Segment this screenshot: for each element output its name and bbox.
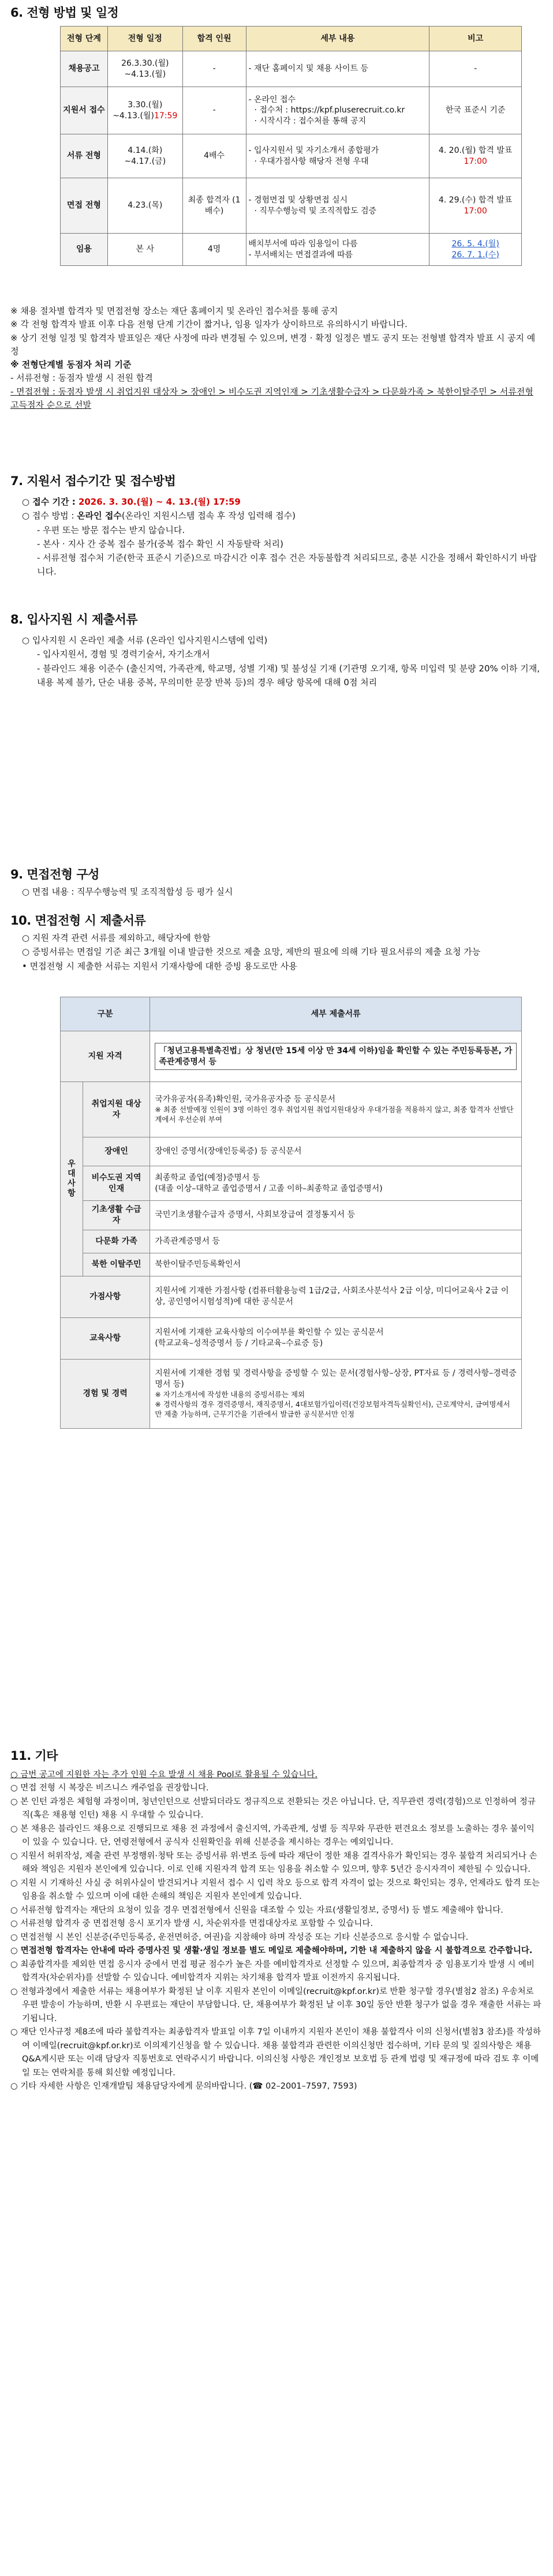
table-row <box>61 1166 522 1201</box>
note-line: ※ 각 전형 합격자 발표 이후 다음 전형 단계 기간이 짧거나, 임용 일자가 상이하므로 유의하시기 바랍니다. <box>10 319 408 330</box>
stage-cell: 서류 전형 <box>61 134 108 178</box>
detail-line: - 부서배치는 면접결과에 따름 <box>248 250 353 260</box>
document-cell: 북한이탈주민등록확인서 <box>150 1253 522 1276</box>
list-item: ○ 기타 자세한 사항은 인재개발팀 채용담당자에게 문의바랍니다. (☎ 02–2001–7597, 7593) <box>10 2082 357 2091</box>
doc-subnote: (대졸 이상–대학교 졸업증명서 / 고졸 이하–최종학교 졸업증명서) <box>155 1184 383 1193</box>
list-item: ○ 지원 시 기재하신 사실 중 허위사실이 발견되거나 지원서 접수 시 입력 착오 등으로 합격 자격이 없는 것으로 확인되는 경우, 언제라도 합격 또는 임용을 취소할 수 있으며 이에 대한 손해의 책임은 지원자 본인에게 있습니다. <box>10 1878 540 1902</box>
date-cell <box>107 134 182 178</box>
list-item: ○ 면접전형 합격자는 안내에 따라 증명사진 및 생활·생일 정보를 별도 메일로 제출해야하며, 기한 내 제출하지 않을 시 불합격으로 간주합니다. <box>10 1946 533 1956</box>
period-label: ○ 접수 기간 : <box>22 497 79 507</box>
section-7-title: 7. 지원서 접수기간 및 접수방법 <box>10 474 176 488</box>
list-item: ○ 전형과정에서 제출한 서류는 채용여부가 확정된 날 이후 지원자 본인이 이메일(recruit@kpf.or.kr)로 반환 청구할 경우(별첨2 참조) 우송처로 우편 발송이 가능하며, 반환 시 우편료는 재단이 부담합니다. 단, 채용여부가 확정된 날 이후 30일 동안 반환 청구가 없을 경우 재출한 서류는 파기됩니다. <box>10 1987 541 2023</box>
document-cell: 국민기초생활수급자 증명서, 사회보장급여 결정통지서 등 <box>150 1201 522 1230</box>
section-9-body <box>10 885 541 899</box>
table-row <box>61 1276 522 1317</box>
date-start: 3.30.(월) <box>128 100 163 110</box>
category-cell: 교육사항 <box>61 1317 150 1359</box>
tie-rule-interview: - 면접전형 : 동점자 발생 시 취업지원 대상자 > 장애인 > 비수도권 지역인재 > 기초생활수급자 > 다문화가족 > 북한이탈주민 > 서류전형 고득점자 순으로 선발 <box>10 386 533 410</box>
table-row <box>61 1359 522 1428</box>
document-cell: 장애인 증명서(장애인등록증) 등 공식문서 <box>150 1137 522 1166</box>
list-item: ○ 면접전형 시 본인 신분증(주민등록증, 운전면허증, 여권)을 지참해야 하며 작성증 또는 기타 신분증으로 응시할 수 없습니다. <box>10 1932 469 1942</box>
stage-cell: 채용공고 <box>61 51 108 87</box>
table-row <box>61 1137 522 1166</box>
list-item: ○ 서류전형 합격자 중 면접전형 응시 포기자 발생 시, 차순위자를 면접대상자로 포함할 수 있습니다. <box>10 1919 373 1929</box>
table-row <box>61 178 522 234</box>
note-cell: 한국 표준시 기준 <box>429 87 522 134</box>
note-line: ※ 채용 절차별 합격자 및 면접전형 장소는 재단 홈페이지 및 온라인 접수처를 통해 공지 <box>10 306 338 316</box>
doc-text: 최종학교 졸업(예정)증명서 등 <box>155 1173 260 1182</box>
section-8-title: 8. 입사지원 시 제출서류 <box>10 613 138 626</box>
list-item: - 입사지원서, 경험 및 경력기술서, 자기소개서 <box>37 649 210 660</box>
count-cell: - <box>182 51 246 87</box>
category-cell: 북한 이탈주민 <box>83 1253 150 1276</box>
list-item: - 우편 또는 방문 접수는 받지 않습니다. <box>37 524 185 535</box>
table-row <box>61 1082 522 1137</box>
section-10-body <box>10 931 541 973</box>
note-text: 4. 29.(수) 합격 발표 <box>438 196 513 205</box>
date-cell <box>107 87 182 134</box>
doc-subnote: ※ 경력사항의 경우 경력증명서, 재직증명서, 4대보험가입이력(건강보험자격득실확인서), 근로계약서, 급여명세서만 제출 가능하며, 근무기간을 기관에서 발급한 공식문서만 인정 <box>155 1399 510 1418</box>
category-cell: 경험 및 경력 <box>61 1359 150 1428</box>
header-date: 전형 일정 <box>107 27 182 51</box>
doc-subnote: ※ 자기소개서에 작성한 내용의 증빙서류는 제외 <box>155 1390 305 1399</box>
detail-line: 배치부서에 따라 임용일이 다름 <box>248 239 358 249</box>
list-item: • 면접전형 시 제출한 서류는 지원서 기재사항에 대한 증빙 용도로만 사용 <box>22 960 297 971</box>
list-item: ○ 최종합격자를 제외한 면접 응시자 중에서 면접 평균 점수가 높은 자를 예비합격자로 선정할 수 있으며, 최종합격자 중 임용포기자 발생 시 예비합격자(차순위자)를 선발할 수 있습니다. 예비합격자 지위는 차기채용 합격자 발표 이전까지 유지됩니다. <box>10 1959 535 1983</box>
method-value: 온라인 접수 <box>77 510 122 521</box>
doc-text: 국가유공자(유족)확인원, 국가유공자증 등 공식문서 <box>155 1095 336 1105</box>
doc-text: 지원서에 기재한 경험 및 경력사항을 증빙할 수 있는 문서(경험사항–상장, PT자료 등 / 경력사항–경력증명서 등) <box>155 1369 517 1389</box>
count-cell: - <box>182 87 246 134</box>
date-start: 4.14.(화) <box>128 146 163 156</box>
detail-line: · 직무수행능력 및 조직적합도 검증 <box>254 206 377 216</box>
header-documents: 세부 제출서류 <box>150 997 522 1031</box>
section-11-title: 11. 기타 <box>10 1749 58 1763</box>
table-row <box>61 1230 522 1253</box>
tie-rule-heading: ※ 전형단계별 동점자 처리 기준 <box>10 359 132 370</box>
list-item: ○ 본 채용은 블라인드 채용으로 진행되므로 채용 전 과정에서 출신지역, 가족관계, 성별 등 직무와 무관한 편견요소 정보를 노출하는 경우 불이익이 있을 수 있습니다. 단, 연령전형에서 공식자 신원확인을 위해 신분증을 제시하는 경우는 예외입니다. <box>10 1824 535 1847</box>
date-end: ~4.13.(월) <box>124 69 166 79</box>
documents-table <box>60 997 522 1429</box>
section-8-body <box>10 633 541 689</box>
method-line <box>10 509 541 523</box>
tie-rule-document: - 서류전형 : 동점자 발생 시 전원 합격 <box>10 373 153 384</box>
header-detail: 세부 내용 <box>246 27 429 51</box>
stage-cell: 지원서 접수 <box>61 87 108 134</box>
section-10-title: 10. 면접전형 시 제출서류 <box>10 914 146 927</box>
detail-line: - 경험면접 및 상황면접 실시 <box>248 196 348 205</box>
header-count: 합격 인원 <box>182 27 246 51</box>
period-line <box>10 495 541 509</box>
list-item: ○ 면접 내용 : 직무수행능력 및 조직적합성 등 평가 실시 <box>22 887 233 897</box>
stage-cell: 면접 전형 <box>61 178 108 234</box>
list-item: ○ 지원서 허위작성, 제출 관련 부정행위·청탁 또는 증빙서류 위·변조 등에 따라 재단이 정한 채용 결격사유가 확인되는 경우 불합격 처리되거나 손해와 책임은 지원자 본인에게 있습니다. 이로 인해 지원자격 합격 또는 임용을 취소할 수 있으며, 향후 5년간 응시자격이 제한될 수 있습니다. <box>10 1851 537 1875</box>
list-item: ○ 재단 인사규정 제8조에 따라 불합격자는 최종합격자 발표일 이후 7일 이내까지 지원자 본인이 채용 불합격사 이의 신청서(별첨3 참조)를 작성하여 이메일(recruit@kpf.or.kr)로 이의제기신청을 할 수 있습니다. 채용 불합격과 관련한 이의신청만 접수하며, 기타 문의 및 질의사항은 채용 Q&A게시판 또는 이래 담당자 직통번호로 연락주시기 바랍니다. 이의신청 사항은 개인정보 보호법 등 관계 법령 및 재규정에 따라 검토 후 이메일 또는 연락처를 통해 회신할 예정입니다. <box>10 2027 541 2078</box>
table-row <box>61 234 522 266</box>
stage-cell: 임용 <box>61 234 108 266</box>
header-stage: 전형 단계 <box>61 27 108 51</box>
deadline-time: 17:59 <box>154 111 178 121</box>
list-item: ○ 본 인턴 과정은 체험형 과정이며, 청년인턴으로 선발되더라도 정규직으로 전환되는 것은 아닙니다. 단, 직무관련 경력(경험)으로 인정하여 정규직(혹은 채용형 인턴) 채용 시 우대할 수 있습니다. <box>10 1797 536 1820</box>
list-item: - 본사 · 지사 간 중복 접수 불가(중복 접수 확인 시 자동탈락 처리) <box>37 538 283 549</box>
count-cell: 최종 합격자 (1배수) <box>182 178 246 234</box>
count-cell: 4명 <box>182 234 246 266</box>
doc-text: 지원서에 기재한 교육사항의 이수여부를 확인할 수 있는 공식문서 <box>155 1328 384 1338</box>
doc-subnote: (학교교육–성적증명서 등 / 기타교육–수료증 등) <box>155 1339 323 1349</box>
document-cell: 가족관계증명서 등 <box>150 1230 522 1253</box>
note-line: ※ 상기 전형 일정 및 합격자 발표일은 재단 사정에 따라 변경될 수 있으며, 변경 · 확정 일정은 별도 공지 또는 전형별 합격자 발표 시 공지 예정 <box>10 332 536 356</box>
document-cell <box>150 1359 522 1428</box>
date-end: ~4.17.(금) <box>124 156 166 166</box>
preference-label: 우대사항 <box>61 1082 83 1276</box>
note-cell <box>429 234 522 266</box>
period-value: 2026. 3. 30.(월) ~ 4. 13.(월) 17:59 <box>78 497 241 507</box>
header-category: 구분 <box>61 997 150 1031</box>
date-cell: 4.23.(목) <box>107 178 182 234</box>
start-date-branch: 26. 7. 1.(수) <box>451 250 499 260</box>
table-row <box>61 134 522 178</box>
date-cell: 본 사 <box>107 234 182 266</box>
document-cell <box>150 1031 522 1082</box>
detail-cell <box>246 234 429 266</box>
document-cell <box>150 1166 522 1201</box>
schedule-notes <box>10 305 541 412</box>
count-cell: 4배수 <box>182 134 246 178</box>
date-cell <box>107 51 182 87</box>
table-row <box>61 1031 522 1082</box>
category-cell: 다문화 가족 <box>83 1230 150 1253</box>
section-9-title: 9. 면접전형 구성 <box>10 868 99 881</box>
category-cell: 가점사항 <box>61 1276 150 1317</box>
document-cell <box>150 1082 522 1137</box>
list-item: ○ 입사지원 시 온라인 제출 서류 (온라인 입사지원시스템에 입력) <box>22 635 268 645</box>
detail-cell <box>246 134 429 178</box>
list-item: ○ 금번 공고에 지원한 자는 추가 인원 수요 발생 시 채용 Pool로 활용될 수 있습니다. <box>10 1770 317 1779</box>
header-note: 비고 <box>429 27 522 51</box>
apply-site-link[interactable]: · 접수처 : https://kpf.pluserecruit.co.kr <box>254 106 405 115</box>
detail-cell <box>246 87 429 134</box>
list-item: ○ 면접 전형 시 복장은 비즈니스 캐주얼을 권장합니다. <box>10 1783 209 1793</box>
method-label: ○ 접수 방법 : <box>22 510 77 521</box>
table-row <box>61 51 522 87</box>
document-cell <box>150 1317 522 1359</box>
detail-line: · 우대가점사항 해당자 전형 우대 <box>254 156 369 166</box>
date-start: 26.3.30.(월) <box>121 59 169 69</box>
note-cell <box>429 134 522 178</box>
detail-line: - 온라인 접수 <box>248 95 296 105</box>
note-time: 17:00 <box>464 156 487 166</box>
date-end: ~4.13.(월) <box>113 111 154 121</box>
table-row <box>61 87 522 134</box>
note-text: 4. 20.(월) 합격 발표 <box>438 146 513 156</box>
table-row <box>61 1253 522 1276</box>
detail-line: - 입사지원서 및 자기소개서 종합평가 <box>248 146 379 156</box>
category-cell: 취업지원 대상자 <box>83 1082 150 1137</box>
method-note: (온라인 지원시스템 접속 후 작성 입력해 접수) <box>121 510 296 521</box>
schedule-header-row <box>61 27 522 51</box>
list-item: ○ 지원 자격 관련 서류를 제외하고, 해당자에 한함 <box>22 933 211 943</box>
note-time: 17:00 <box>464 206 487 216</box>
note-cell <box>429 178 522 234</box>
start-date-main: 26. 5. 4.(월) <box>451 239 499 249</box>
doc-subnote: ※ 최종 선발예정 인원이 3명 이하인 경우 취업지원 취업지원대상자 우대가점을 적용하지 않고, 최종 합격자 선발단계에서 우선순위 부여 <box>155 1105 514 1124</box>
category-cell: 비수도권 지역인재 <box>83 1166 150 1201</box>
table-row <box>61 1201 522 1230</box>
detail-cell <box>246 178 429 234</box>
list-item: - 블라인드 채용 이준수 (출신지역, 가족관계, 학교명, 성별 기재) 및 불성실 기재 (기관명 오기재, 항목 미입력 및 분량 20% 이하 기재, 내용 복제 불가, 단순 내용 중복, 무의미한 문장 반복 등)의 경우 해당 항목에 대해 0점 처리 <box>37 663 540 688</box>
document-cell: 지원서에 기재한 가점사항 (컴퓨터활용능력 1급/2급, 사회조사분석사 2급 이상, 미디어교육사 2급 이상, 공인영어시험성적)에 대한 공식문서 <box>150 1276 522 1317</box>
eligibility-docs: 「청년고용특별촉진법」상 청년(만 15세 이상 만 34세 이하)임을 확인할 수 있는 주민등록등본, 가족관계증명서 등 <box>155 1043 517 1071</box>
section-6-title: 6. 전형 방법 및 일정 <box>10 6 119 20</box>
table-row <box>61 1317 522 1359</box>
category-cell: 장애인 <box>83 1137 150 1166</box>
list-item: ○ 서류전형 합격자는 재단의 요청이 있을 경우 면접전형에서 신원을 대조할 수 있는 자료(생활일정보, 증명서) 등 별도 제출해야 합니다. <box>10 1905 503 1915</box>
section-7-body <box>10 495 541 579</box>
detail-line: · 시작시각 : 접수처를 통해 공지 <box>254 116 367 126</box>
category-cell: 기초생활 수급자 <box>83 1201 150 1230</box>
detail-cell: - 재단 홈페이지 및 채용 사이트 등 <box>246 51 429 87</box>
schedule-table <box>60 26 522 266</box>
note-cell: - <box>429 51 522 87</box>
list-item: - 서류전형 접수처 기준(한국 표준시 기준)으로 마감시간 이후 접수 건은 자동불합격 처리되므로, 충분 시간을 정해서 확인하시기 바랍니다. <box>37 553 537 577</box>
documents-header-row <box>61 997 522 1031</box>
category-cell: 지원 자격 <box>61 1031 150 1082</box>
section-11-body <box>10 1768 541 2094</box>
list-item: ○ 증빙서류는 면접일 기준 최근 3개월 이내 발급한 것으로 제출 요망, 제반의 필요에 의해 기타 필요서류의 제출 요청 가능 <box>22 947 481 957</box>
